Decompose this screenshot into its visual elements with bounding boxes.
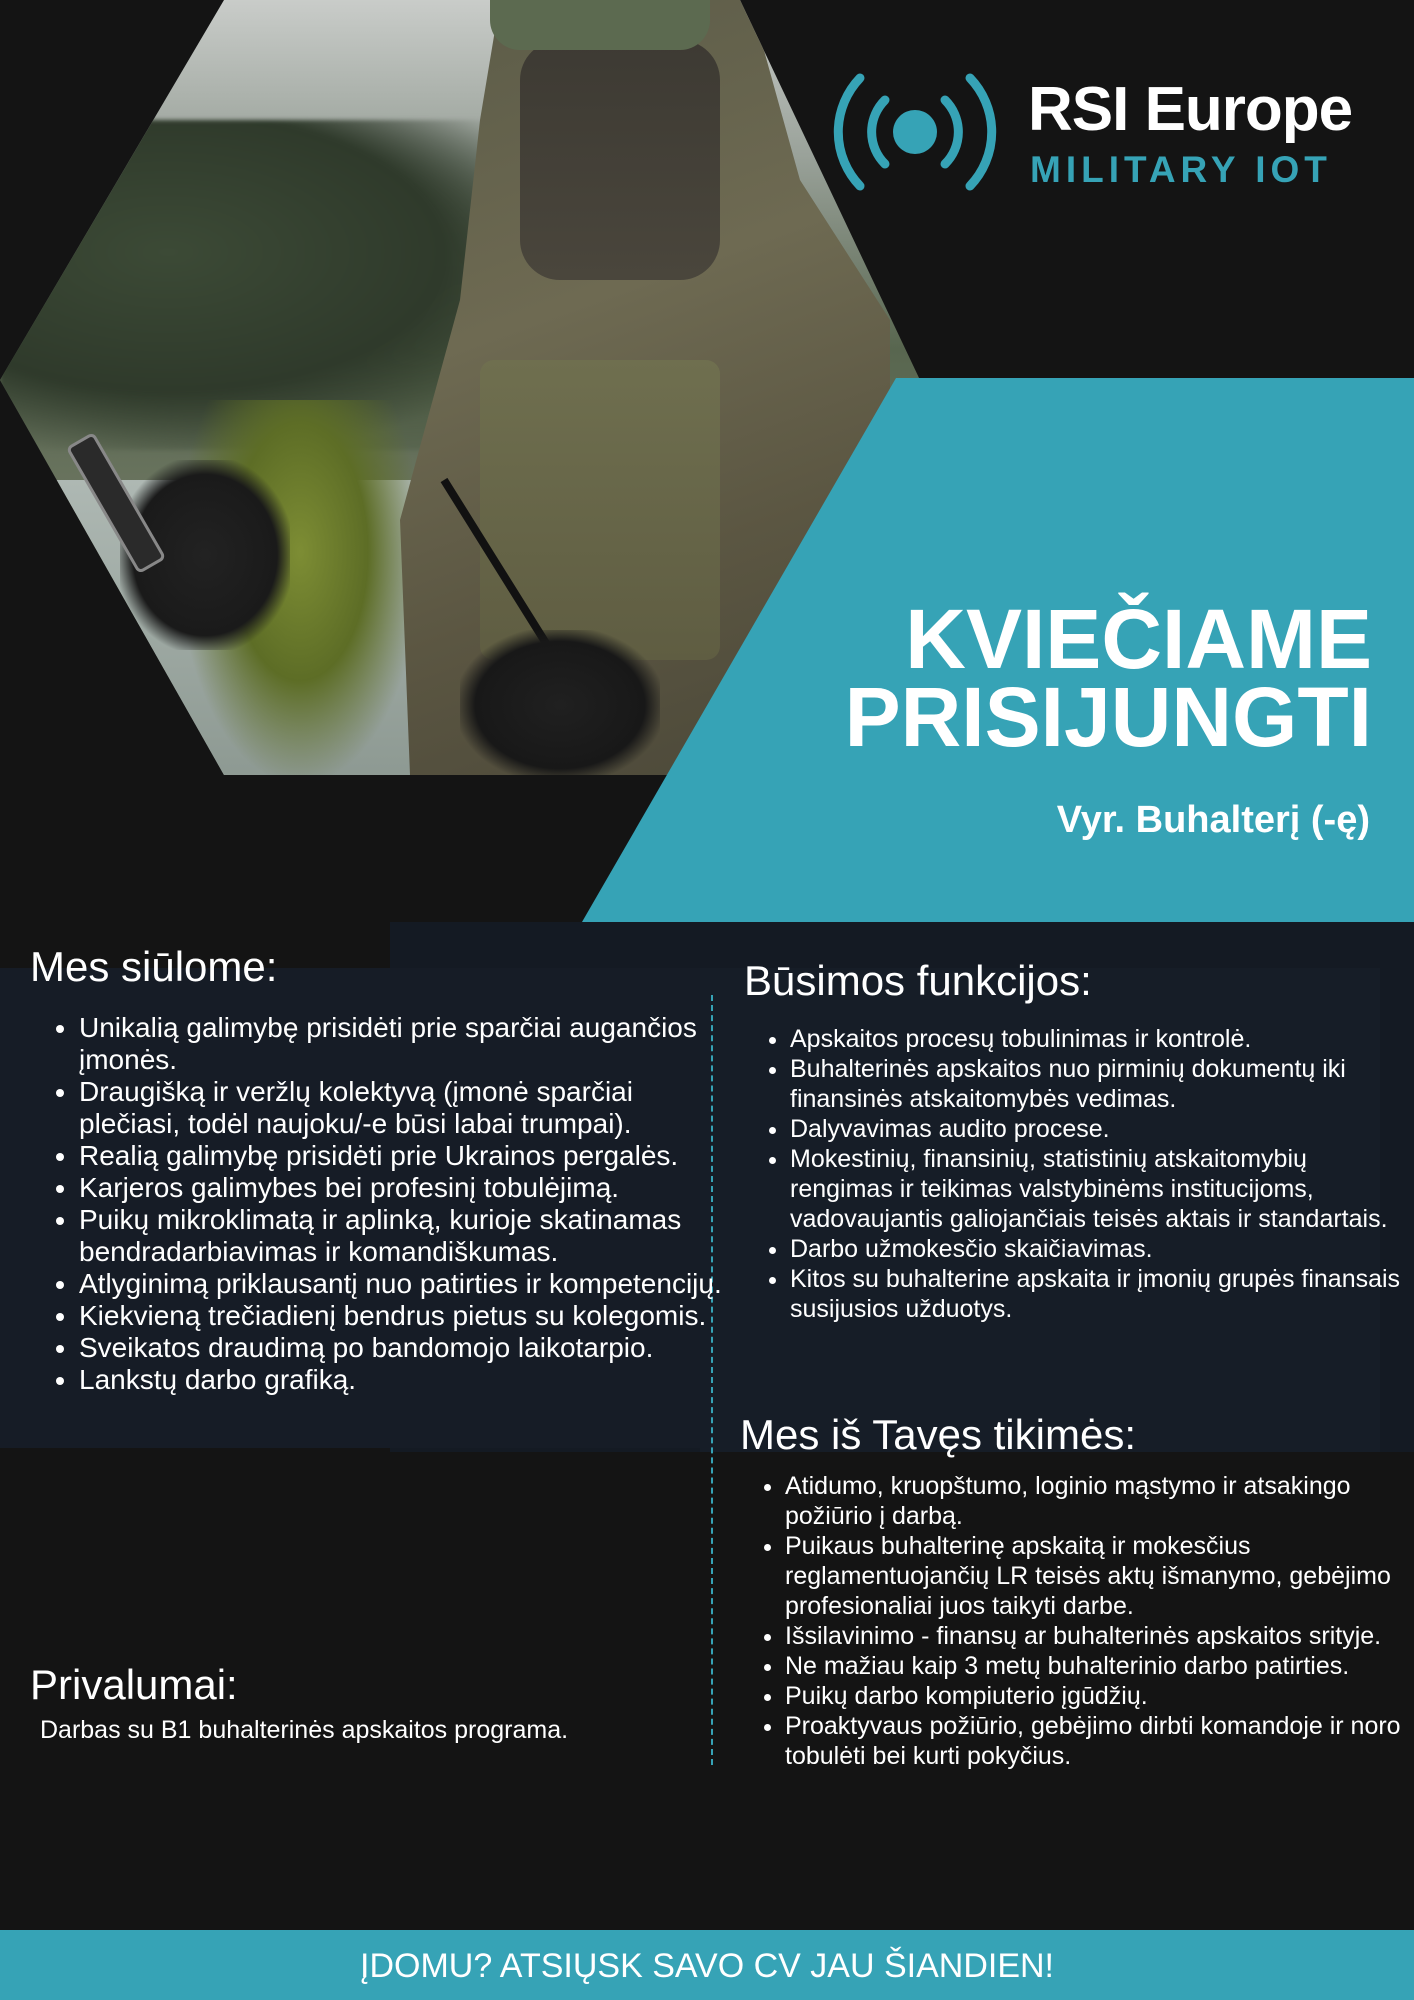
- list-item: • Atidumo, kruopštumo, loginio mąstymo ir atsakingo požiūrio į darbą.: [785, 1471, 1414, 1531]
- functions-list: [746, 1024, 1410, 1324]
- headline: [844, 592, 1372, 764]
- offer-title: Mes siūlome:: [30, 943, 278, 990]
- expectations-title: Mes iš Tavęs tikimės:: [740, 1411, 1136, 1458]
- list-item: • Atlyginimą priklausantį nuo patirties ir kompetencijų.: [79, 1268, 739, 1300]
- list-item: • Apskaitos procesų tobulinimas ir kontrolė.: [790, 1024, 1410, 1054]
- photo-right-glove: [460, 630, 660, 780]
- list-item: • Realią galimybę prisidėti prie Ukrainos pergalės.: [79, 1140, 739, 1172]
- headline-line-1: KVIEČIAME: [905, 592, 1372, 686]
- advantages-text: Darbas su B1 buhalterinės apskaitos programa.: [40, 1716, 569, 1744]
- functions-title: Būsimos funkcijos:: [744, 957, 1092, 1004]
- list-item: • Draugišką ir veržlų kolektyvą (įmonė sparčiai plečiasi, todėl naujoku/-e būsi labai trumpai).: [79, 1076, 739, 1140]
- footer-cta-text: ĮDOMU? ATSIŲSK SAVO CV JAU ŠIANDIEN!: [360, 1947, 1054, 1985]
- photo-helmet: [490, 0, 710, 50]
- offer-list: [32, 1012, 739, 1396]
- list-item: • Sveikatos draudimą po bandomojo laikotarpio.: [79, 1332, 739, 1364]
- brand-logo: [830, 70, 1390, 200]
- list-item: • Karjeros galimybes bei profesinį tobulėjimą.: [79, 1172, 739, 1204]
- list-item: • Unikalią galimybę prisidėti prie sparčiai augančios įmonės.: [79, 1012, 739, 1076]
- list-item: • Puikų mikroklimatą ir aplinką, kurioje skatinamas bendradarbiavimas ir komandiškumas.: [79, 1204, 739, 1268]
- list-item: • Kiekvieną trečiadienį bendrus pietus su kolegomis.: [79, 1300, 739, 1332]
- signal-broadcast-icon: [830, 70, 1000, 195]
- photo-plate-carrier: [480, 360, 720, 660]
- list-item: • Kitos su buhalterine apskaita ir įmonių grupės finansais susijusios užduotys.: [790, 1264, 1410, 1324]
- photo-balaclava: [520, 40, 720, 280]
- headline-line-2: PRISIJUNGTI: [844, 670, 1372, 764]
- list-item: • Mokestinių, finansinių, statistinių atskaitomybių rengimas ir teikimas valstybinėms institucijoms, vadovaujantis galiojančiais teisės aktais ir standartais.: [790, 1144, 1410, 1234]
- brand-name: RSI Europe: [1028, 75, 1353, 144]
- list-item: • Išsilavinimo - finansų ar buhalterinės apskaitos srityje.: [785, 1621, 1414, 1651]
- list-item: • Ne mažiau kaip 3 metų buhalterinio darbo patirties.: [785, 1651, 1414, 1681]
- list-item: • Lankstų darbo grafiką.: [79, 1364, 739, 1396]
- expectations-list: [741, 1471, 1414, 1771]
- list-item: • Puikaus buhalterinę apskaitą ir mokesčius reglamentuojančių LR teisės aktų išmanymo, gebėjimo profesionaliai juos taikyti darbe.: [785, 1531, 1414, 1621]
- brand-tagline: MILITARY IOT: [1030, 149, 1332, 190]
- list-item: • Dalyvavimas audito procese.: [790, 1114, 1410, 1144]
- list-item: • Darbo užmokesčio skaičiavimas.: [790, 1234, 1410, 1264]
- list-item: • Puikų darbo kompiuterio įgūdžių.: [785, 1681, 1414, 1711]
- advantages-title: Privalumai:: [30, 1661, 238, 1708]
- list-item: • Buhalterinės apskaitos nuo pirminių dokumentų iki finansinės atskaitomybės vedimas.: [790, 1054, 1410, 1114]
- list-item: • Proaktyvaus požiūrio, gebėjimo dirbti komandoje ir noro tobulėti bei kurti pokyčius.: [785, 1711, 1414, 1771]
- job-position: Vyr. Buhalterį (-ę): [1056, 799, 1370, 841]
- footer-cta-bar: [0, 1930, 1414, 2000]
